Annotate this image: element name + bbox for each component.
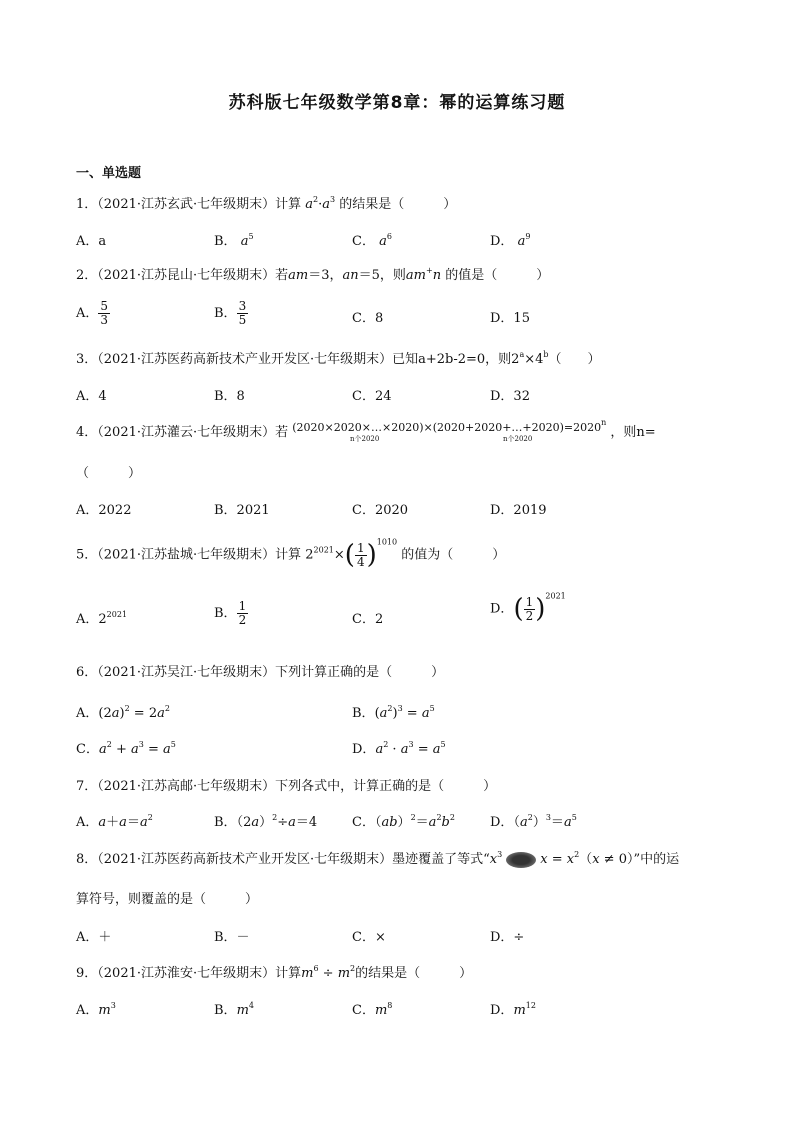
option-d: D．÷ xyxy=(490,930,525,945)
option-d: D．$a^2 \cdot a^3 = a^5$ xyxy=(352,740,446,757)
ink-blot xyxy=(506,852,536,868)
option-a: A．$a+a=a^2$ xyxy=(76,813,153,830)
option-b: B．$(a^2)^3 = a^5$ xyxy=(352,704,435,721)
question-8-options xyxy=(76,926,716,950)
option-d: D．2019 xyxy=(490,503,547,518)
option-a: A．2022 xyxy=(76,503,132,518)
section-heading: 一、单选题 xyxy=(76,166,142,181)
option-a: A． $\frac{5}{3}$ xyxy=(76,299,109,327)
option-c: C．2 xyxy=(352,612,384,627)
option-a: A．4 xyxy=(76,389,107,404)
question-8-line2: 算符号，则覆盖的是（ ） xyxy=(76,892,259,907)
question-4: 4．（2021·江苏灌云·七年级期末）若 $^{(2020\times 2020\times\dots\times 2020)\times(2020+2020+\dots+2020)=2020^n}$ ，则n= xyxy=(76,418,656,440)
question-7: 7．（2021·江苏高邮·七年级期末）下列各式中，计算正确的是（ ） xyxy=(76,779,497,794)
question-6-options-row1 xyxy=(76,702,716,726)
question-9: 9．（2021·江苏淮安·七年级期末）计算$m^6 \div m^2$的结果是（ ） xyxy=(76,964,473,981)
option-c: C．2020 xyxy=(352,503,409,518)
option-c: C． $a^6$ xyxy=(352,232,392,249)
option-d: D．32 xyxy=(490,389,530,404)
option-b: B．8 xyxy=(214,389,245,404)
option-c: C．$m^8$ xyxy=(352,1001,393,1018)
option-c: C．$a^2 + a^3 = a^5$ xyxy=(76,740,176,757)
option-c: C．× xyxy=(352,930,386,945)
question-6-options-row2 xyxy=(76,738,716,762)
question-9-options xyxy=(76,999,716,1023)
question-6: 6．（2021·江苏吴江·七年级期末）下列计算正确的是（ ） xyxy=(76,665,445,680)
formula: (2020×2020×…×2020)×(2020+2020+…+2020)=2020n xyxy=(292,418,607,434)
option-c: C．24 xyxy=(352,389,392,404)
option-a: A．$m^3$ xyxy=(76,1001,116,1018)
question-1: 1．（2021·江苏玄武·七年级期末）计算 $a^2\cdot a^3$ 的结果是（ ） xyxy=(76,195,457,212)
underbrace-label-1: n个2020 xyxy=(350,435,380,443)
option-d: D．$m^{12}$ xyxy=(490,1001,536,1018)
option-b: B．$m^4$ xyxy=(214,1001,254,1018)
option-b: B． $\frac{3}{5}$ xyxy=(214,299,247,327)
page-title: 苏科版七年级数学第8章：幂的运算练习题 xyxy=(228,93,566,113)
question-4-options xyxy=(76,499,716,523)
question-5-options xyxy=(76,591,716,640)
option-c: C．8 xyxy=(352,311,384,326)
option-b: B．－ xyxy=(214,930,250,945)
option-d: D．15 xyxy=(490,311,530,326)
option-d: D．$(a^2)^3=a^5$ xyxy=(490,813,577,830)
question-8: 8．（2021·江苏医药高新技术产业开发区·七年级期末）墨迹覆盖了等式“$x^3$ $x = x^2(x \ne 0)$”中的运 xyxy=(76,850,680,867)
option-d: D． $a^9$ xyxy=(490,232,531,249)
question-3: 3．（2021·江苏医药高新技术产业开发区·七年级期末）已知a+2b-2=0，则$2^a\times 4^b$（ ） xyxy=(76,350,601,367)
question-2-options xyxy=(76,300,716,336)
option-c: C．$(ab)^2=a^2b^2$ xyxy=(352,813,455,830)
option-b: B．2021 xyxy=(214,503,270,518)
underbrace-label-2: n个2020 xyxy=(503,435,533,443)
option-b: B． $a^5$ xyxy=(214,232,254,249)
question-5: 5．（2021·江苏盐城·七年级期末）计算 $2^{2021}\times$( $\frac{1}{4}$ )$^{1010}$ 的值为（ ） xyxy=(76,537,506,570)
question-1-options xyxy=(76,230,716,254)
option-b: B．$(2a)^2\div a=4$ xyxy=(214,813,318,830)
option-a: A．$(2a)^2 = 2a^2$ xyxy=(76,704,170,721)
option-d: D．( $\frac{1}{2}$ )$^{2021}$ xyxy=(490,591,566,624)
question-3-options xyxy=(76,385,716,409)
question-4-paren: （ ） xyxy=(76,466,142,481)
option-a: A．a xyxy=(76,234,107,249)
option-a: A．$2^{2021}$ xyxy=(76,610,128,627)
question-2: 2．（2021·江苏昆山·七年级期末）若am＝3，an＝5，则am+n 的值是（ ） xyxy=(76,266,550,283)
question-7-options xyxy=(76,811,716,835)
option-a: A．＋ xyxy=(76,930,112,945)
option-b: B． $\frac{1}{2}$ xyxy=(214,599,247,627)
